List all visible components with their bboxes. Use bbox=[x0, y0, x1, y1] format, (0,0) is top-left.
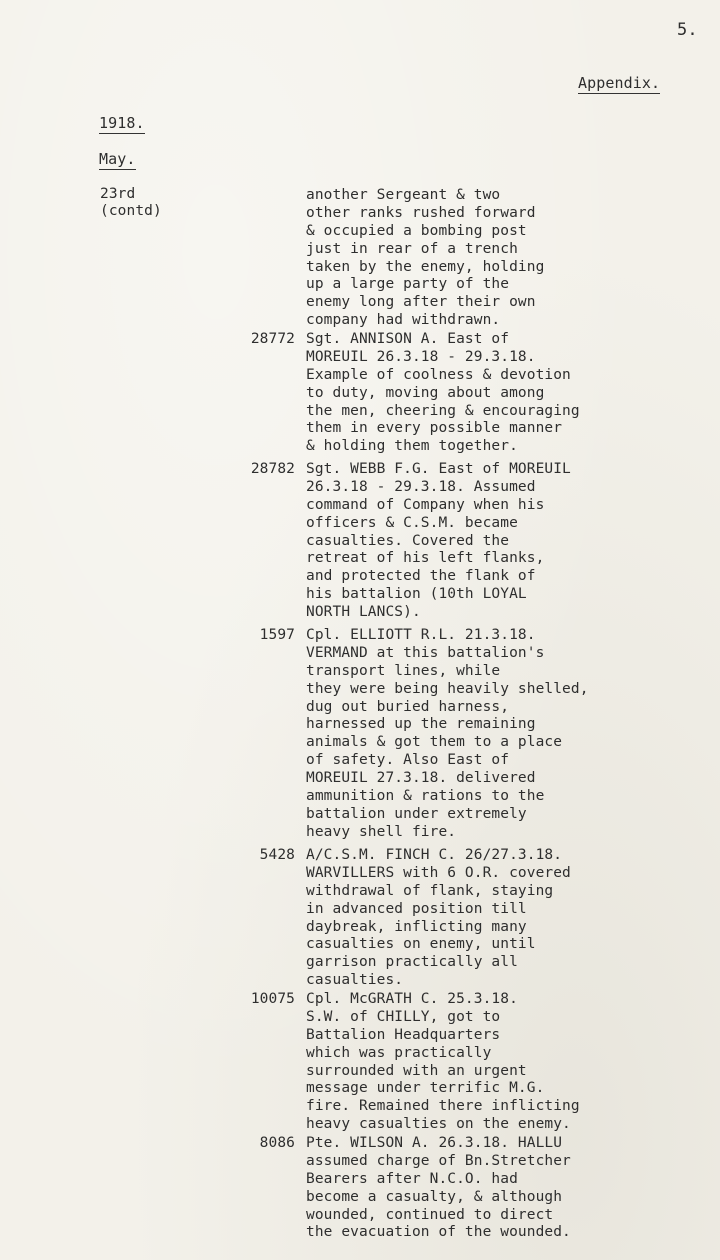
text-line: withdrawal of flank, staying bbox=[306, 882, 554, 899]
text-line: WARVILLERS with 6 O.R. covered bbox=[306, 864, 571, 881]
date-note: (contd) bbox=[100, 203, 162, 219]
text-line: NORTH LANCS). bbox=[306, 604, 421, 621]
text-line: the men, cheering & encouraging bbox=[306, 402, 580, 419]
text-line: Sgt. WEBB F.G. East of MOREUIL bbox=[306, 461, 571, 477]
text-line: casualties. Covered the bbox=[306, 532, 510, 549]
service-number: 5428 bbox=[259, 847, 295, 863]
text-line: dug out buried harness, bbox=[306, 698, 510, 715]
text-line: taken by the enemy, holding bbox=[306, 258, 545, 275]
text-line: just in rear of a trench bbox=[306, 240, 518, 257]
text-line: A/C.S.M. FINCH C. 26/27.3.18. bbox=[306, 847, 563, 863]
entry-text bbox=[306, 1135, 571, 1242]
text-line: surrounded with an urgent bbox=[306, 1062, 527, 1079]
text-line: become a casualty, & although bbox=[306, 1188, 563, 1205]
text-line: MOREUIL 26.3.18 - 29.3.18. bbox=[306, 348, 536, 365]
text-line: assumed charge of Bn.Stretcher bbox=[306, 1152, 571, 1169]
text-line: fire. Remained there inflicting bbox=[306, 1098, 580, 1115]
entry-text bbox=[306, 187, 544, 330]
text-line: VERMAND at this battalion's bbox=[306, 644, 545, 661]
text-line: Pte. WILSON A. 26.3.18. HALLU bbox=[306, 1135, 563, 1151]
text-line: of safety. Also East of bbox=[306, 752, 510, 769]
text-line: battalion under extremely bbox=[306, 805, 527, 822]
text-line: and protected the flank of bbox=[306, 568, 536, 585]
text-line: the evacuation of the wounded. bbox=[306, 1224, 571, 1241]
text-line: S.W. of CHILLY, got to bbox=[306, 1008, 501, 1025]
text-line: Bearers after N.C.O. had bbox=[306, 1170, 518, 1187]
text-line: to duty, moving about among bbox=[306, 384, 545, 401]
text-line: Cpl. ELLIOTT R.L. 21.3.18. bbox=[306, 627, 536, 643]
year-heading: 1918. bbox=[99, 114, 145, 132]
date-day: 23rd bbox=[100, 186, 136, 202]
text-line: they were being heavily shelled, bbox=[306, 680, 589, 697]
appendix-heading: Appendix. bbox=[578, 74, 661, 92]
text-line: ammunition & rations to the bbox=[306, 788, 545, 805]
entry-date bbox=[100, 186, 162, 220]
text-line: officers & C.S.M. became bbox=[306, 514, 518, 531]
text-line: command of Company when his bbox=[306, 496, 545, 513]
service-number: 1597 bbox=[259, 627, 295, 643]
text-line: in advanced position till bbox=[306, 900, 527, 917]
text-line: MOREUIL 27.3.18. delivered bbox=[306, 770, 536, 787]
month-heading: May. bbox=[99, 150, 136, 168]
entry-text bbox=[306, 461, 571, 622]
text-line: transport lines, while bbox=[306, 662, 501, 679]
text-line: heavy casualties on the enemy. bbox=[306, 1116, 571, 1133]
text-line: up a large party of the bbox=[306, 276, 510, 293]
text-line: casualties. bbox=[306, 972, 404, 989]
service-number: 8086 bbox=[259, 1135, 295, 1151]
text-line: Sgt. ANNISON A. East of bbox=[306, 331, 510, 347]
text-line: 26.3.18 - 29.3.18. Assumed bbox=[306, 478, 536, 495]
text-line: message under terrific M.G. bbox=[306, 1080, 545, 1097]
text-line: Example of coolness & devotion bbox=[306, 366, 571, 383]
text-line: which was practically bbox=[306, 1044, 492, 1061]
service-number: 28782 bbox=[250, 461, 295, 477]
text-line: harnessed up the remaining bbox=[306, 716, 536, 733]
text-line: heavy shell fire. bbox=[306, 823, 457, 840]
text-line: & holding them together. bbox=[306, 438, 518, 455]
service-number: 10075 bbox=[250, 991, 295, 1007]
text-line: animals & got them to a place bbox=[306, 734, 563, 751]
text-line: wounded, continued to direct bbox=[306, 1206, 554, 1223]
page-number: 5. bbox=[677, 20, 698, 40]
text-line: them in every possible manner bbox=[306, 420, 563, 437]
text-line: & occupied a bombing post bbox=[306, 222, 527, 239]
text-line: Cpl. McGRATH C. 25.3.18. bbox=[306, 991, 518, 1007]
entry-text bbox=[306, 331, 580, 456]
text-line: casualties on enemy, until bbox=[306, 936, 536, 953]
text-line: daybreak, inflicting many bbox=[306, 918, 527, 935]
text-line: another Sergeant & two bbox=[306, 187, 501, 203]
entry-text bbox=[306, 847, 571, 990]
text-line: his battalion (10th LOYAL bbox=[306, 586, 527, 603]
service-number: 28772 bbox=[250, 331, 295, 347]
text-line: enemy long after their own bbox=[306, 294, 536, 311]
entry-text bbox=[306, 627, 589, 842]
text-line: Battalion Headquarters bbox=[306, 1026, 501, 1043]
text-line: garrison practically all bbox=[306, 954, 518, 971]
text-line: retreat of his left flanks, bbox=[306, 550, 545, 567]
text-line: other ranks rushed forward bbox=[306, 204, 536, 221]
entry-text bbox=[306, 991, 580, 1134]
text-line: company had withdrawn. bbox=[306, 312, 501, 329]
